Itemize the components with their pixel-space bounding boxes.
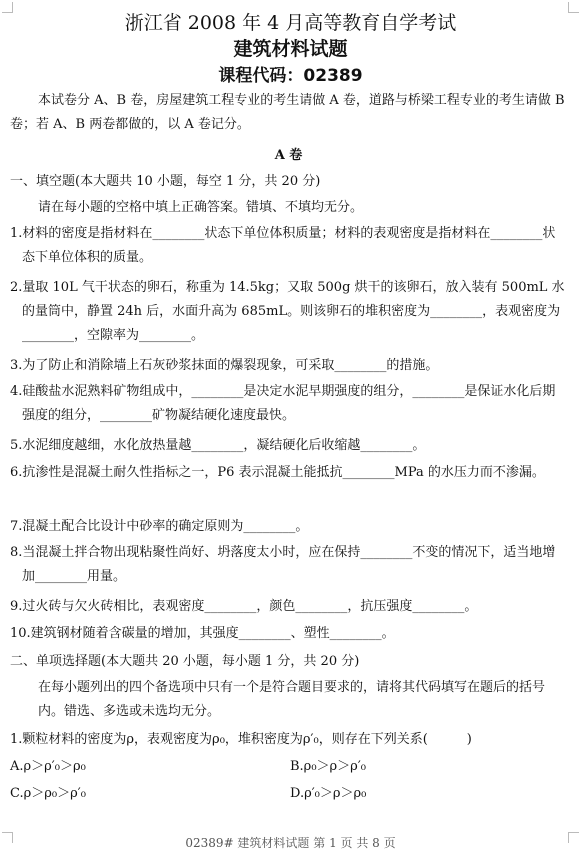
option-b: B.ρ₀＞ρ＞ρ′₀ — [290, 759, 366, 774]
option-row-ab — [10, 755, 567, 779]
question-3: 3.为了防止和消除墙上石灰砂浆抹面的爆裂现象，可采取________的措施。 — [10, 358, 439, 373]
exam-title: 浙江省 2008 年 4 月高等教育自学考试 — [124, 12, 457, 34]
intro-paragraph: 本试卷分 A、B 卷，房屋建筑工程专业的考生请做 A 卷，道路与桥梁工程专业的考生请做 B 卷；若 A、B 两卷都做的，以 A 卷记分。 — [10, 93, 565, 132]
question-5: 5.水泥细度越细，水化放热量越________，凝结硬化后收缩越________。 — [10, 438, 426, 453]
section1-heading: 一、填空题(本大题共 10 小题，每空 1 分，共 20 分) — [10, 174, 321, 189]
section2-instruction: 在每小题列出的四个备选项中只有一个是符合题目要求的，请将其代码填写在题后的括号内。错选、多选或未选均无分。 — [38, 680, 546, 719]
mc-question-1: 1.颗粒材料的密度为ρ，表观密度为ρ₀，堆积密度为ρ′₀，则存在下列关系( ) — [10, 732, 472, 747]
volume-heading: A 卷 — [274, 148, 303, 163]
option-c: C.ρ＞ρ₀＞ρ′₀ — [10, 786, 86, 801]
page-footer: 02389# 建筑材料试题 第 1 页 共 8 页 — [185, 836, 396, 850]
question-9: 9.过火砖与欠火砖相比，表观密度________，颜色________，抗压强度________。 — [10, 599, 478, 614]
option-a: A.ρ＞ρ′₀＞ρ₀ — [10, 759, 86, 774]
question-8: 8.当混凝土拌合物出现粘聚性尚好、坍落度太小时，应在保持________不变的情况下，适当地增加________用量。 — [10, 545, 556, 584]
question-10: 10.建筑钢材随着含碳量的增加，其强度________、塑性________。 — [10, 626, 395, 641]
question-4: 4.硅酸盐水泥熟料矿物组成中，________是决定水泥早期强度的组分，________是保证水化后期强度的组分，________矿物凝结硬化速度最快。 — [10, 384, 556, 423]
question-7: 7.混凝土配合比设计中砂率的确定原则为________。 — [10, 519, 309, 534]
option-d: D.ρ′₀＞ρ＞ρ₀ — [290, 786, 367, 801]
section2-heading: 二、单项选择题(本大题共 20 小题，每小题 1 分，共 20 分) — [10, 654, 360, 669]
question-6: 6.抗渗性是混凝土耐久性指标之一，P6 表示混凝土能抵抗________MPa 的水压力而不渗漏。 — [10, 465, 545, 480]
section1-instruction: 请在每小题的空格中填上正确答案。错填、不填均无分。 — [38, 200, 364, 215]
question-1: 1.材料的密度是指材料在________状态下单位体积质量；材料的表观密度是指材料在________状态下单位体积的质量。 — [10, 226, 556, 265]
course-code: 课程代码：02389 — [218, 66, 363, 86]
subject-title: 建筑材料试题 — [233, 38, 348, 60]
option-row-cd — [10, 782, 567, 806]
question-2: 2.量取 10L 气干状态的卵石，称重为 14.5kg；又取 500g 烘干的该卵石，放入装有 500mL 水的量筒中，静置 24h 后，水面升高为 685mL。则该卵石的堆积密度为________，表观密度为________，空隙率为________。 — [10, 280, 565, 343]
